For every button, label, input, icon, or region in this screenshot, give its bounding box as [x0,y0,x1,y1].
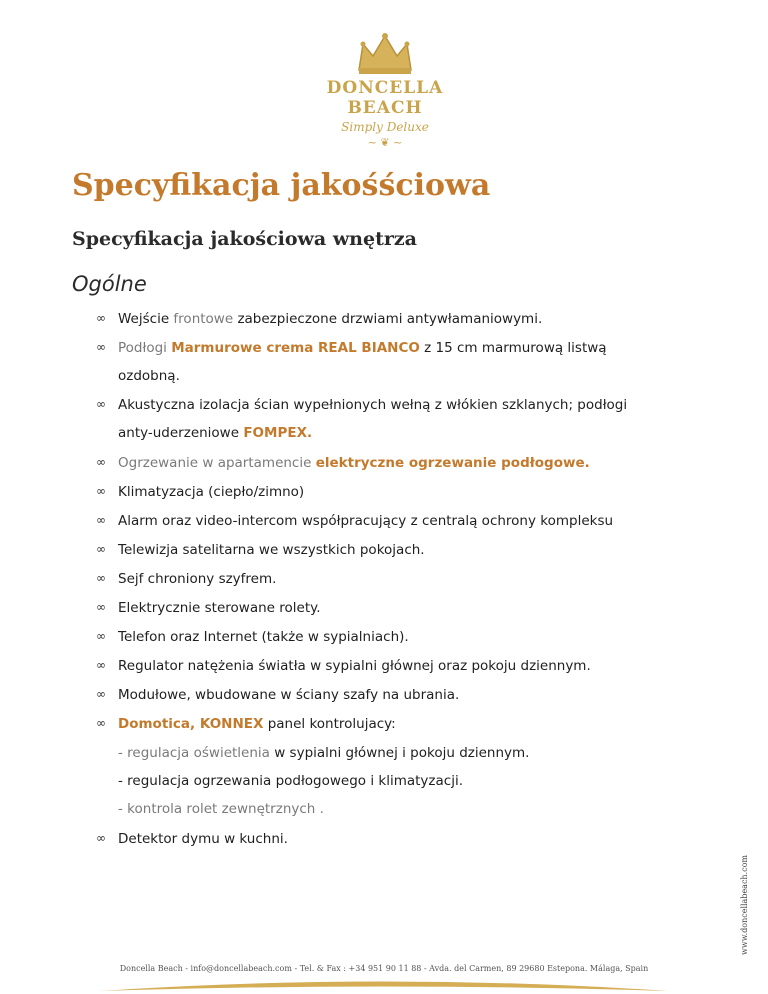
bullet-icon: ∞ [96,571,106,585]
list-item-continuation: ozdobną. [118,368,180,384]
bullet-icon: ∞ [96,397,106,411]
footer-swoosh [100,978,668,992]
bullet-icon: ∞ [96,716,106,730]
list-item: Wejście frontowe zabezpieczone drzwiami antywłamaniowymi. [118,311,543,327]
flourish-ornament: ~ ❦ ~ [367,136,403,149]
list-item: Modułowe, wbudowane w ściany szafy na ubrania. [118,687,460,703]
list-item: Alarm oraz video-intercom współpracujący z centralą ochrony kompleksu [118,513,614,529]
list-item: Telewizja satelitarna we wszystkich pokojach. [118,542,425,558]
logo [290,30,480,160]
list-item: Podłogi Marmurowe crema REAL BIANCO z 15 cm marmurową listwą [118,340,607,356]
bullet-icon: ∞ [96,484,106,498]
page-subtitle: Specyfikacja jakościowa wnętrza [72,228,417,250]
list-item: Domotica, KONNEX panel kontrolujacy: [118,716,396,732]
list-item: Detektor dymu w kuchni. [118,831,288,847]
bullet-icon: ∞ [96,629,106,643]
sub-list-item: - kontrola rolet zewnętrznych . [118,801,324,817]
bullet-icon: ∞ [96,600,106,614]
list-item: Sejf chroniony szyfrem. [118,571,277,587]
list-item: Elektrycznie sterowane rolety. [118,600,321,616]
brand-name: DONCELLA BEACH [326,78,444,118]
crown-icon [355,30,415,76]
section-heading: Ogólne [72,272,147,296]
sub-list-item: - regulacja ogrzewania podłogowego i klimatyzacji. [118,773,463,789]
bullet-icon: ∞ [96,542,106,556]
bullet-icon: ∞ [96,658,106,672]
bullet-icon: ∞ [96,513,106,527]
sub-list-item: - regulacja oświetlenia w sypialni głównej i pokoju dziennym. [118,745,530,761]
list-item-continuation: anty-uderzeniowe FOMPEX. [118,425,313,441]
list-item: Ogrzewanie w apartamencie elektryczne ogrzewanie podłogowe. [118,455,590,471]
website-vertical: www.doncellabeach.com [740,854,749,955]
bullet-icon: ∞ [96,455,106,469]
footer-contact: Doncella Beach - info@doncellabeach.com - Tel. & Fax : +34 951 90 11 88 - Avda. del Carmen, 89 29680 Estepona. Málaga, Spain [119,964,649,973]
list-item: Akustyczna izolacja ścian wypełnionych wełną z włókien szklanych; podłogi [118,397,628,413]
bullet-icon: ∞ [96,340,106,354]
bullet-icon: ∞ [96,831,106,845]
list-item: Klimatyzacja (ciepło/zimno) [118,484,305,500]
page-title: Specyfikacja jakośściowa [72,168,491,203]
bullet-icon: ∞ [96,687,106,701]
bullet-icon: ∞ [96,311,106,325]
brand-tagline: Simply Deluxe [341,120,429,134]
list-item: Telefon oraz Internet (także w sypialniach). [118,629,409,645]
list-item: Regulator natężenia światła w sypialni głównej oraz pokoju dziennym. [118,658,591,674]
